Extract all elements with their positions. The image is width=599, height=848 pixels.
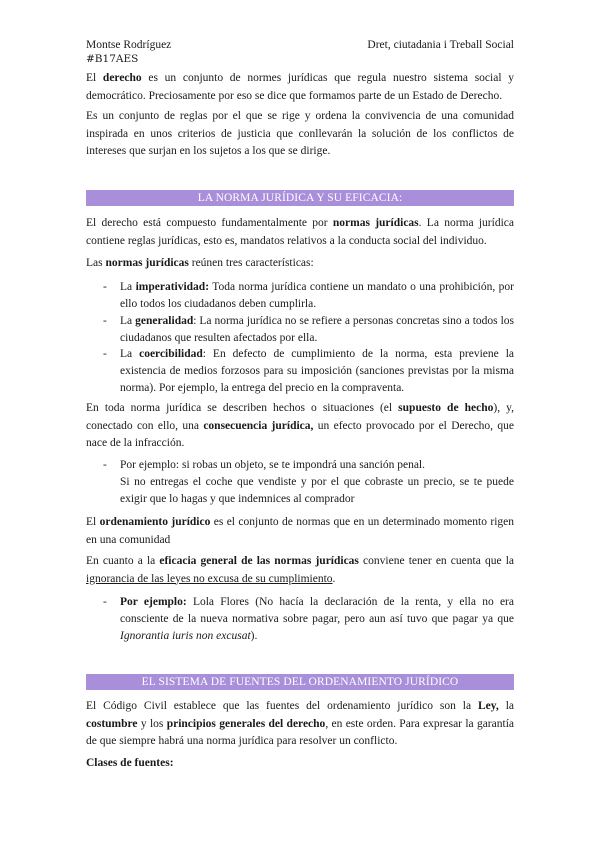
section1-paragraph-5: En cuanto a la eficacia general de las normas jurídicas conviene tener en cuenta que la ignorancia de las leyes no excusa de su cumplimiento.: [86, 555, 514, 585]
list-item-generalidad: - La generalidad: La norma jurídica no se refiere a personas concretas sino a todos los ciudadanos que resulten afectados por ella.: [103, 315, 514, 344]
header-author: Montse Rodríguez: [86, 39, 172, 51]
header-course: Dret, ciutadania i Treball Social: [367, 39, 514, 51]
example-robo: - Por ejemplo: si robas un objeto, se te impondrá una sanción penal. Si no entregas el coche que vendiste y por el que cobraste un precio, se te puede exigir que lo hagas y que indemnices al comprador: [103, 459, 514, 505]
intro-paragraph-1: El derecho es un conjunto de normes jurídicas que regula nuestro sistema social y democrático. Preciosamente por eso se dice que formamos parte de un Estado de Derecho.: [86, 72, 514, 102]
section-heading-norma-juridica: LA NORMA JURÍDICA Y SU EFICACIA:: [86, 190, 514, 206]
section1-paragraph-3: En toda norma jurídica se describen hechos o situaciones (el supuesto de hecho), y, conectado con ello, una consecuencia jurídica, un efecto provocado por el Derecho, que nace de la infracción.: [86, 402, 514, 449]
subheading-clases-fuentes: Clases de fuentes:: [86, 757, 174, 769]
term-derecho: derecho: [102, 72, 142, 84]
intro-paragraph-2: Es un conjunto de reglas por el que se rige y ordena la convivencia de una comunidad inspirada en unos criterios de justicia que conllevarán la solución de los conflictos de intereses que surjan en los sujetos a los que se dirige.: [86, 110, 514, 157]
section-heading-sistema-fuentes: EL SISTEMA DE FUENTES DEL ORDENAMIENTO JURÍDICO: [86, 674, 514, 690]
list-item-imperatividad: - La imperatividad: Toda norma jurídica contiene un mandato o una prohibición, por ello todos los ciudadanos deben cumplirla.: [103, 281, 515, 310]
list-item-coercibilidad: - La coercibilidad: En defecto de cumplimiento de la norma, esta previene la existencia de medios forzosos para su imposición (sanciones previstas por la misma norma). Por ejemplo, la entrega del precio en la compraventa.: [103, 348, 514, 394]
section1-paragraph-2: Las normas jurídicas reúnen tres características:: [86, 257, 314, 269]
section1-paragraph-1: El derecho está compuesto fundamentalmente por normas jurídicas. La norma jurídica contiene reglas jurídicas, esto es, mandatos relativos a la conducta social del individuo.: [86, 217, 514, 247]
header-code: #B17AES: [86, 53, 139, 65]
section2-paragraph-1: El Código Civil establece que las fuentes del ordenamiento jurídico son la Ley, la costumbre y los principios generales del derecho, en este orden. Para expresar la garantía de que siempre habrá una norma jurídica para resolver un conflicto.: [86, 700, 514, 747]
example-lola-flores: - Por ejemplo: Lola Flores (No hacía la declaración de la renta, y ella no era consciente de la nueva normativa sobre pagar, pero aun así tuvo que pagar ya que Ignorantia iuris non excusat).: [103, 596, 514, 642]
section1-paragraph-4: El ordenamiento jurídico es el conjunto de normas que en un determinado momento rigen en una comunidad: [86, 516, 514, 546]
